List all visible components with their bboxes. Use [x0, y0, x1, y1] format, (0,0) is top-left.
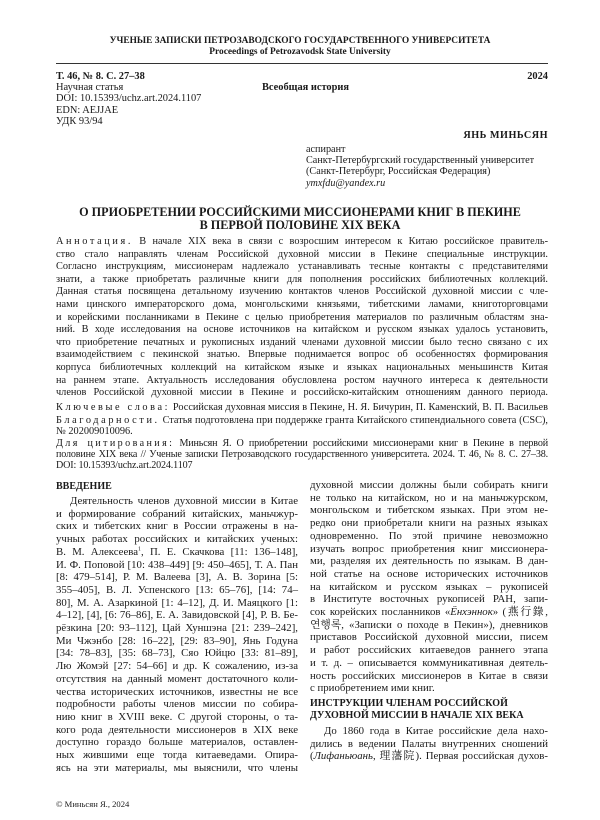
year: 2024 [527, 71, 548, 82]
text-line: Деятельность членов духовной миссии в Китае [70, 495, 298, 507]
text-segment: Статья подготовлена при поддержке гранта Китайского стипендиального совета (CSC), [159, 415, 548, 426]
rubric: Всеобщая история [262, 82, 350, 93]
text-line: ных жившими еще тогда китаеведами. Опира- [56, 749, 298, 762]
text-line: членов Российской духовной миссии в Пекине и российско-китайским отношениям данного периода. [56, 387, 548, 399]
text-line: половине XIX века // Ученые записки Петрозаводского государственного университета. 2024. Т. 46, № 8. С. 27–38. [56, 449, 548, 460]
text-line: DOI: 10.15393/uchz.art.2024.1107 [56, 460, 193, 471]
section-label: Для цитирования: [56, 438, 175, 449]
text-line: и т. д. – описывается коммуникативная деятель- [310, 656, 548, 669]
text-line [310, 606, 548, 619]
citation [56, 438, 548, 471]
text-line: с приобретением ими книг. [310, 682, 435, 695]
intro-right-column [310, 479, 548, 695]
text-segment: 1 [138, 546, 142, 553]
section-label: Благодарности. [56, 415, 160, 426]
text-line: на китайском и русском языках – рукописей [310, 580, 548, 593]
journal-title-en: Proceedings of Petrozavodsk State University [209, 47, 391, 57]
text-line: ских и тибетских книг в России отражены в на- [56, 520, 298, 533]
text-line: и работ российских китаеведов раннего этапа [310, 644, 548, 657]
text-line: О ПРИОБРЕТЕНИИ РОССИЙСКИМИ МИССИОНЕРАМИ КНИГ В ПЕКИНЕ [79, 205, 521, 219]
text-line: не только на китайском, но и на маньчжурском, [310, 491, 548, 504]
text-line: 80], М. А. Азаркиной [1: 4–12], Д. И. Маяцкого [1: [56, 596, 298, 609]
article-type: Научная статья [56, 82, 124, 94]
text-segment: В начале XIX века в связи с возросшим интересом к Китаю российское правитель- [133, 236, 548, 247]
text-segment: Миньсян Я. О приобретении российскими миссионерами книг в Пекине в первой [174, 438, 548, 449]
text-segment: ( [310, 750, 314, 763]
text-line: одновременно. По этой причине невозможно [310, 529, 548, 542]
author-university: Санкт-Петербургский государственный университет [306, 155, 535, 167]
text-segment: , П. Е. Скачкова [11: 136–148], [141, 545, 298, 558]
article-meta [56, 71, 201, 127]
text-line: духовной миссии должны были собирать книги [310, 479, 548, 491]
text-segment: сок корейских посланников « [310, 606, 451, 619]
text-line: учных работах российских и китайских ученых: [56, 533, 298, 546]
article-title [0, 206, 600, 232]
author-position: аспирант [306, 144, 346, 155]
text-line: ство стало направлять членам Российской духовной миссии в Пекине специальные инструкции. [56, 248, 548, 260]
text-segment: Лифаньюань [313, 750, 373, 763]
intro-left-column [56, 495, 298, 774]
text-line: нами цинского императорского дома, монгольскими князьями, тибетскими ламами, книготорговцами [56, 298, 548, 310]
text-line: на раннем этапе. Актуальность исследования обусловлена ростом научного интереса к деятельности [56, 374, 548, 386]
text-line [310, 750, 548, 763]
copyright: © Миньсян Я., 2024 [56, 799, 130, 809]
section-heading-introduction: ВВЕДЕНИЕ [56, 481, 112, 492]
text-line: доступно гораздо больше материалов, оставлен- [56, 736, 298, 749]
text-line: корпуса библиотечных коллекций на китайском языке и языках национальных меньшинств Китая [56, 361, 548, 373]
text-line: Данная статья посвящена детальному изучению контактов членов Российской духовной миссии с чле- [56, 286, 548, 298]
text-line: Ми Чжэнбо [28: 16–22], [29: 83–90], Янь Годуна [56, 634, 298, 647]
text-line: в Институте восточных рукописей РАН, запи- [310, 593, 548, 606]
text-line: Согласно инструкциям, миссионерам надлежало устанавливать тесные контакты с представителями [56, 261, 548, 273]
section2-body [310, 725, 548, 763]
author-location: (Санкт-Петербург, Российская Федерация) [306, 166, 491, 178]
doi[interactable]: DOI: 10.15393/uchz.art.2024.1107 [56, 93, 202, 105]
text-segment: Российская духовная миссия в Пекине, Н. Я. Бичурин, П. Каменский, В. П. Васильев [170, 402, 548, 413]
keywords [56, 402, 548, 415]
text-line [56, 438, 548, 449]
text-line: приставов Российской духовной миссии, писем [310, 631, 548, 644]
text-line: В ПЕРВОЙ ПОЛОВИНЕ XIX ВЕКА [199, 218, 401, 232]
text-line: изучать вопрос приобретения книг миссионера- [310, 542, 548, 555]
text-line: чества исторических источников, известны не все [56, 685, 298, 698]
author-email[interactable]: ymxfdu@yandex.ru [306, 177, 386, 189]
text-line: кого рода деятельности миссионеров в XIX веке [56, 723, 298, 736]
text-line: монгольском и тибетском языках. При этом не- [310, 504, 548, 517]
text-line: ной статье на основе исторических источников [310, 567, 548, 580]
text-line: [34: 78–83], [35: 68–73], Сяо Юйцю [33: 81–89], [56, 647, 298, 660]
text-line: 355–405], В. Л. Успенского [13: 65–76], [14: 74– [56, 583, 298, 596]
issue-info: Т. 46, № 8. С. 27–38 [56, 71, 145, 82]
text-line: ность российских миссионеров в Китае в связи [310, 669, 548, 682]
section-label: Аннотация. [56, 236, 133, 247]
annotation [56, 236, 548, 400]
text-line [56, 236, 548, 249]
edn: EDN: AEJJAE [56, 104, 119, 116]
text-segment: Ёнхэннок [450, 606, 493, 619]
header-divider [56, 63, 548, 64]
text-line: ДУХОВНОЙ МИССИИ В НАЧАЛЕ XIX ВЕКА [310, 710, 524, 722]
text-line: И. Ф. Поповой [10: 438–449] [9: 450–465], Т. А. Пан [56, 558, 298, 571]
text-line: До 1860 года в Китае российские дела нахо- [324, 725, 548, 737]
text-line: ясь на эти материалы, мы выяснили, что члены [56, 761, 298, 774]
udk: УДК 93/94 [56, 115, 103, 127]
author-affiliation [306, 144, 534, 189]
text-line: отсутствия на данный момент достаточного коли- [56, 672, 298, 685]
text-line: и формирование собраний китайских, маньчжур- [56, 507, 298, 520]
text-line [56, 546, 298, 559]
text-line: рёзкина [20: 93–112], Цай Хуншэна [21: 239–242], [56, 622, 298, 635]
text-line [56, 415, 548, 426]
section-heading-instructions [310, 698, 524, 722]
text-line: что приобретение печатных и рукописных изданий членами духовной миссии было тесно связано с их [56, 336, 548, 348]
text-line: [8: 479–514], Р. М. Валеева [3], А. В. Зорина [5: [56, 571, 298, 584]
acknowledgments [56, 415, 548, 437]
text-line: взаимодействием с пекинской знатью. Впервые поднимается вопрос об особенностях формирования [56, 349, 548, 361]
section-label: Ключевые слова: [56, 402, 171, 413]
text-line: 연행록, «Записки о походе в Пекин»), дневников [310, 618, 548, 631]
text-line: знати, а также приобретать различные книги для пополнения российских библиотечных коллекций. [56, 273, 548, 285]
text-line: дились в ведении Палаты внутренних сношений [310, 737, 548, 750]
text-line: и корейскими посланниками в Пекине с целью приобретения материалов по различным областям зна- [56, 311, 548, 323]
author-name: ЯНЬ МИНЬСЯН [463, 130, 548, 141]
text-line: ми, разделяя их деятельность по языкам. В дан- [310, 555, 548, 568]
text-line: редко они приобретали книги на разных языках [310, 517, 548, 530]
text-line: № 202009010096. [56, 426, 133, 437]
text-segment: » (燕行錄, [492, 606, 548, 619]
text-line: ний. В ходе исследования на основе источников на китайском и русском языках удалось установить, [56, 324, 548, 336]
text-line: подробности работы членов миссии по собира- [56, 698, 298, 711]
text-line: ИНСТРУКЦИИ ЧЛЕНАМ РОССИЙСКОЙ [310, 698, 508, 709]
journal-title-ru: УЧЕНЫЕ ЗАПИСКИ ПЕТРОЗАВОДСКОГО ГОСУДАРСТВЕННОГО УНИВЕРСИТЕТА [109, 36, 491, 46]
text-line: 4–12], [4], [6: 76–86], Е. А. Завидовской [4], Р. В. Бе- [56, 609, 298, 622]
text-segment: , 理藩院). Первая российская духов- [372, 750, 548, 763]
text-line: нию книг в XVIII веке. С другой стороны, о та- [56, 710, 298, 723]
text-line [56, 402, 548, 415]
text-segment: В. М. Алексеева [56, 545, 139, 558]
text-line: Лю Жомэй [27: 54–66] и др. К сожалению, из-за [56, 660, 298, 673]
